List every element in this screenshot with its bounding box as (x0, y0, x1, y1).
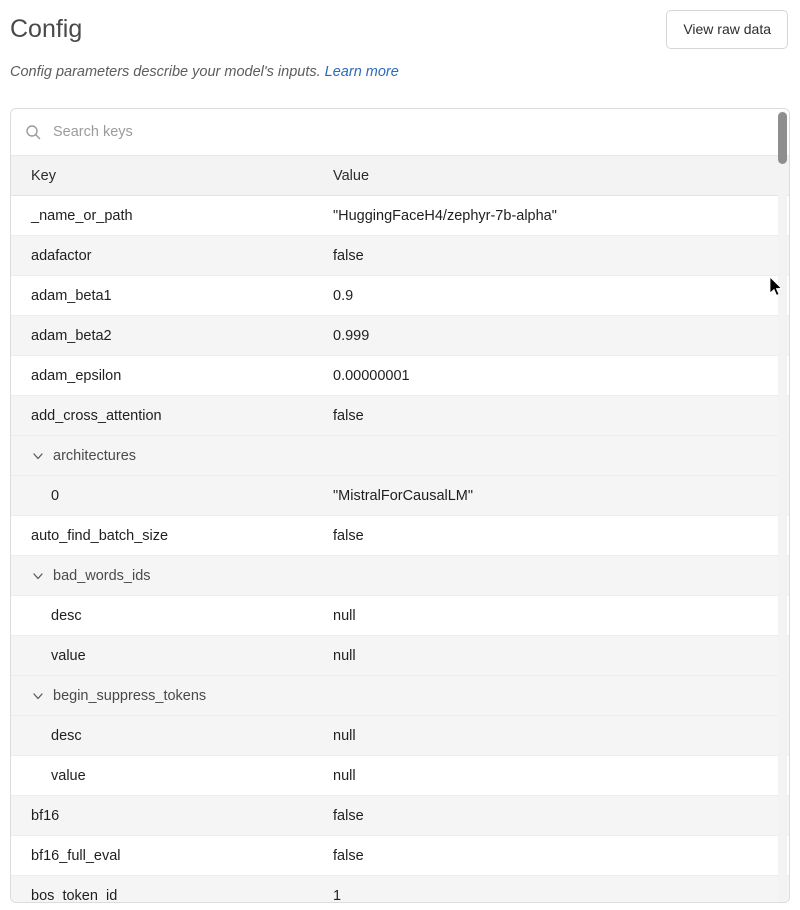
cell-key (11, 848, 331, 864)
learn-more-link[interactable]: Learn more (324, 64, 399, 80)
config-table (11, 156, 790, 903)
cell-value: 0.999 (333, 327, 370, 344)
cell-key-label: value (51, 647, 86, 664)
cell-value: null (333, 727, 356, 744)
table-row (11, 276, 790, 316)
cell-key (11, 528, 331, 544)
cell-key (11, 568, 331, 584)
cell-key (11, 248, 331, 264)
cell-key (11, 408, 331, 424)
table-group-row[interactable] (11, 676, 790, 716)
table-row (11, 756, 790, 796)
cell-value: false (333, 247, 364, 264)
cell-value: 1 (333, 887, 342, 903)
cell-key-label: adam_epsilon (31, 367, 122, 384)
table-row (11, 596, 790, 636)
table-row (11, 876, 790, 903)
table-group-row[interactable] (11, 436, 790, 476)
cell-value: false (333, 407, 364, 424)
cell-key-label: auto_find_batch_size (31, 527, 169, 544)
table-row (11, 196, 790, 236)
cell-key (11, 608, 331, 624)
cell-key (11, 288, 331, 304)
subtitle-text: Config parameters describe your model's inputs. (10, 64, 321, 80)
cell-key (11, 488, 331, 504)
cell-value: "HuggingFaceH4/zephyr-7b-alpha" (333, 207, 557, 224)
cell-key (11, 208, 331, 224)
cell-key (11, 728, 331, 744)
cell-value: null (333, 607, 356, 624)
column-header-key: Key (31, 167, 56, 184)
cell-key-label: 0 (51, 487, 60, 504)
cell-value: false (333, 847, 364, 864)
cell-key-label: _name_or_path (31, 207, 133, 224)
cell-key-label: bf16_full_eval (31, 847, 121, 864)
chevron-down-icon[interactable] (31, 449, 45, 463)
scrollbar-thumb[interactable] (778, 112, 787, 164)
cell-key-label: adam_beta1 (31, 287, 112, 304)
table-row (11, 636, 790, 676)
cell-key-label: begin_suppress_tokens (53, 687, 207, 704)
cell-value: null (333, 767, 356, 784)
page-title: Config (10, 15, 83, 43)
cell-key-label: adafactor (31, 247, 92, 264)
cell-value: 0.00000001 (333, 367, 410, 384)
view-raw-data-button[interactable]: View raw data (666, 10, 788, 49)
cell-key-label: bf16 (31, 807, 60, 824)
cell-key (11, 648, 331, 664)
cell-key-label: architectures (53, 447, 137, 464)
cell-key (11, 448, 331, 464)
cell-key-label: value (51, 767, 86, 784)
cell-key (11, 368, 331, 384)
cell-key (11, 688, 331, 704)
page-header (0, 0, 800, 56)
cell-value: "MistralForCausalLM" (333, 487, 474, 504)
table-row (11, 516, 790, 556)
scrollbar-track[interactable] (778, 111, 787, 902)
table-group-row[interactable] (11, 556, 790, 596)
chevron-down-icon[interactable] (31, 689, 45, 703)
cell-key (11, 768, 331, 784)
config-panel (10, 108, 790, 903)
chevron-down-icon[interactable] (31, 569, 45, 583)
search-input[interactable] (51, 123, 451, 141)
cell-key-label: desc (51, 727, 82, 744)
table-row (11, 716, 790, 756)
cell-key-label: add_cross_attention (31, 407, 162, 424)
column-header-value: Value (333, 167, 370, 184)
cell-key-label: desc (51, 607, 82, 624)
table-row (11, 796, 790, 836)
cell-key-label: bos_token_id (31, 887, 118, 903)
table-header-row (11, 156, 790, 196)
cell-value: 0.9 (333, 287, 354, 304)
cell-key (11, 888, 331, 904)
table-row (11, 356, 790, 396)
table-row (11, 236, 790, 276)
cell-key (11, 808, 331, 824)
table-row (11, 836, 790, 876)
table-row (11, 476, 790, 516)
search-bar[interactable] (11, 109, 789, 156)
cell-key-label: bad_words_ids (53, 567, 151, 584)
cell-value: null (333, 647, 356, 664)
table-row (11, 316, 790, 356)
page-subtitle (0, 56, 800, 82)
search-icon (25, 124, 41, 140)
cell-key (11, 328, 331, 344)
cell-value: false (333, 527, 364, 544)
cell-value: false (333, 807, 364, 824)
table-row (11, 396, 790, 436)
cell-key-label: adam_beta2 (31, 327, 112, 344)
